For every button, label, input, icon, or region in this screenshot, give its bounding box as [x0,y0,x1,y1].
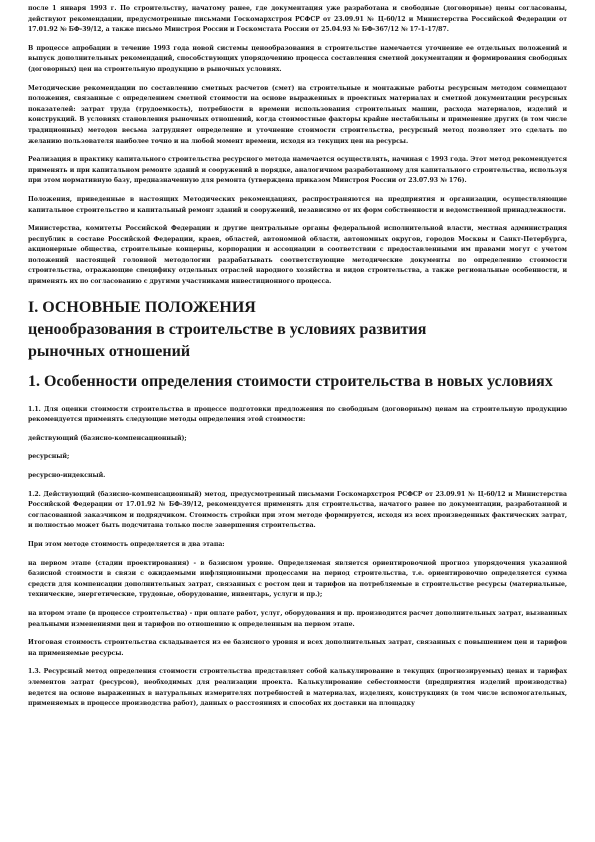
list-item-method-2: ресурсный; [28,453,70,461]
paragraph-9: При этом методе стоимость определяется в два этапа: [28,541,225,548]
paragraph-6: Министерства, комитеты Российской Федерации и другие центральные органы федеральной исполнительной власти, местная администрация республик в составе Российской Федерации, краев, областей, автономной области, автономных округов, городов Москвы и Санкт-Петербурга, акционерные общества, строительные концерны, корпорации и ассоциации в соответствии с предоставленными им правами могут с учетом положений настоящей головной методологии разрабатывать соответствующие методические документы по определению стоимости строительства, отражающие специфику отдельных отраслей народного хозяйства и видов строительства, а также региональные особенности, и применять их по согласованию с другими участниками инвестиционного процесса. [28,225,567,286]
paragraph-10: на первом этапе (стадии проектирования) - в базисном уровне. Определяемая является ориентировочной прогноз упорядочения указанной базисной стоимости в связи с ожидаемыми инфляционными процессами на период строительства, т.е. ориентировочно определяется сумма средств для компенсации дополнительных затрат, связанных с ростом цен и тарифов на потребляемые в строительстве ресурсы (материальные, технические, энергетические, трудовые, оборудование, инвентарь, услуги и пр.); [28,559,567,599]
paragraph-3: Методические рекомендации по составлению сметных расчетов (смет) на строительные и монтажные работы ресурсным методом совмещают положения, связанные с определением сметной стоимости на основе выраженных в проектных материалах и сметной документации ресурсных показателей: затрат труда (трудоемкость), потребности в времени использования строительных машин, расхода материалов, изделий и конструкций. В условиях становления рыночных отношений, когда стоимостные факторы крайне нестабильны и применение других (в том числе традиционных) методов весьма затрудняет определение и уточнение стоимости строительства, ресурсный метод позволяет это сделать по желанию пользователя наиболее точно и на любой момент времени, исходя из текущих цен на ресурсы. [28,84,567,145]
section-heading [28,297,567,363]
list-item-method-3: ресурсно-индексный. [28,472,106,480]
section-heading-line-2: ценообразования в строительстве в условиях развития [28,320,427,338]
paragraph-8: 1.2. Действующий (базисно-компенсационный) метод, предусмотренный письмами Госкомархстроя РСФСР от 23.09.91 № Ц-60/12 и Министерства Российской Федерации от 17.01.92 № БФ-39/12, рекомендуется применять для строительства, начатого ранее по документации, разработанной и согласованной заказчиком и подрядчиком. Стоимость стройки при этом методе формируется, исходя из всех произведенных фактических затрат, и полностью может быть подсчитана только после завершения строительства. [28,490,567,530]
paragraph-5: Положения, приведенные в настоящих Методических рекомендациях, распространяются на предприятия и организации, осуществляющие капитальное строительство и капитальный ремонт зданий и сооружений, независимо от их форм собственности и ведомственной принадлежности. [28,195,567,214]
paragraph-1: после 1 января 1993 г. По строительству, начатому ранее, где документация уже разработана и свободные (договорные) цены согласованы, действуют рекомендации, предусмотренные письмами Госкомархстроя РСФСР от 23.09.91 № Ц-60/12 и Министерства Российской Федерации от 17.01.92 № БФ-39/12, а также письмо Минстроя России и Госкомстата России от 25.04.93 № БФ-367/12 № 17-1-17/87. [28,5,567,34]
paragraph-12: Итоговая стоимость строительства складывается из ее базисного уровня и всех дополнительных затрат, связанных с повышением цен и тарифов на применяемые ресурсы. [28,639,567,657]
section-heading-line-3: рыночных отношений [28,342,191,360]
paragraph-4: Реализация в практику капитального строительства ресурсного метода намечается осуществлять, начиная с 1993 года. Этот метод рекомендуется применять и при капитальном ремонте зданий и сооружений в порядке, аналогичном разработанному для капитального строительства, используя при этом нормативную базу, предназначенную для ремонта (утверждена приказом Минстроя России от 23.07.93 № 176). [28,156,567,185]
subsection-heading: 1. Особенности определения стоимости строительства в новых условиях [28,372,553,390]
paragraph-2: В процессе апробации в течение 1993 года новой системы ценообразования в строительстве намечается уточнение ее отдельных положений и выпуск дополнительных рекомендаций, способствующих упорядочению процесса составления сметной документации и формирования свободных (договорных) цен на строительную продукцию в рыночных условиях. [28,44,567,73]
paragraph-11: на втором этапе (в процессе строительства) - при оплате работ, услуг, оборудования и пр. производится расчет дополнительных затрат, вызванных реальными изменениями цен и тарифов по отношению к определенным на первом этапе. [28,609,567,628]
list-item-method-1: действующий (базисно-компенсационный); [28,434,187,442]
paragraph-13: 1.3. Ресурсный метод определения стоимости строительства представляет собой калькулирование в текущих (прогнозируемых) ценах и тарифах элементов затрат (ресурсов), необходимых для реализации проекта. Калькулирование себестоимости (предприятия изделий производства) ведется на основе выраженных в натуральных измерителях потребностей в материалах, изделиях, конструкциях (в том числе вспомогательных, применяемых в процессе производства работ), данных о расстояниях и способах их доставки на площадку [28,668,567,708]
paragraph-7: 1.1. Для оценки стоимости строительства в процессе подготовки предложения по свободным (договорным) ценам на строительную продукцию рекомендуется применять следующие методы определения этой стоимости: [28,405,567,424]
section-heading-line-1: I. ОСНОВНЫЕ ПОЛОЖЕНИЯ [28,298,256,316]
